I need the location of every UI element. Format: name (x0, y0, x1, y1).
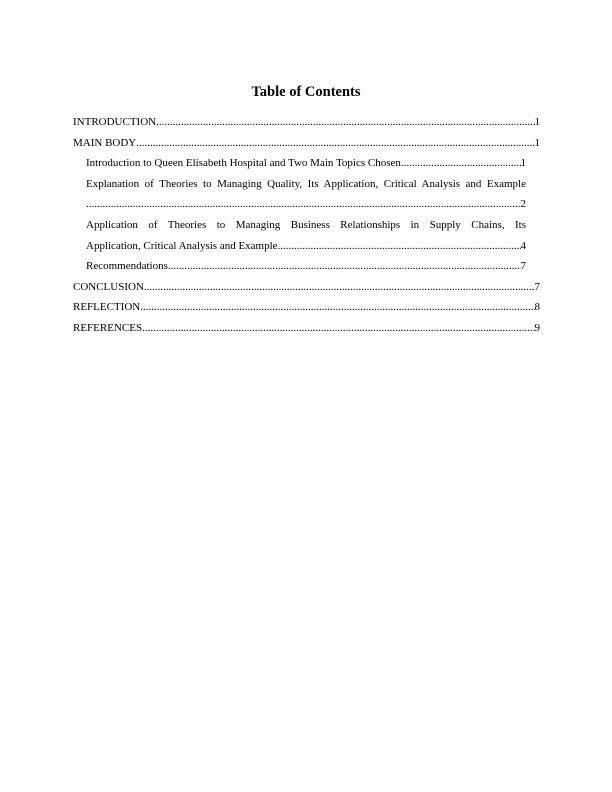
toc-leader-dots (278, 236, 521, 257)
table-of-contents (73, 112, 540, 339)
toc-entry-references[interactable] (73, 318, 540, 339)
toc-entry-conclusion[interactable] (73, 277, 540, 298)
toc-entry-managing-quality[interactable] (73, 174, 526, 215)
toc-entry-label: INTRODUCTION (73, 116, 157, 128)
toc-page-number: 7 (520, 260, 526, 273)
toc-leader-dots (401, 153, 521, 174)
toc-title: Table of Contents (251, 84, 361, 100)
toc-leader-dots (168, 256, 521, 277)
toc-page-number: 7 (534, 280, 540, 293)
toc-entry-label: Recommendations (86, 260, 168, 273)
toc-leader-dots (156, 112, 534, 133)
toc-page-number: 9 (534, 321, 540, 334)
toc-entry-introduction[interactable] (73, 112, 540, 133)
toc-entry-continuation (86, 194, 526, 215)
toc-page-number: 8 (534, 301, 540, 314)
toc-entry-label: Explanation of Theories to Managing Quality, Its Application, Critical Analysis and Example (86, 177, 526, 190)
toc-leader-dots (142, 318, 534, 339)
toc-leader-dots (86, 194, 521, 215)
toc-entry-reflection[interactable] (73, 297, 540, 318)
toc-entry-introduction-to-hospital[interactable] (73, 153, 526, 174)
toc-entry-label: REFLECTION (73, 301, 141, 314)
toc-entry-label: REFERENCES (73, 321, 143, 334)
toc-leader-dots (144, 277, 535, 298)
toc-entry-main-body[interactable] (73, 133, 540, 154)
toc-page-number: 2 (520, 198, 526, 211)
toc-entry-business-relationships[interactable] (73, 215, 526, 256)
toc-page-number: 4 (520, 239, 526, 252)
toc-entry-label: CONCLUSION (73, 280, 144, 293)
toc-leader-dots (136, 133, 534, 154)
toc-entry-continuation (86, 236, 526, 257)
toc-entry-label: Introduction to Queen Elisabeth Hospital and Two Main Topics Chosen (86, 157, 401, 170)
toc-leader-dots (140, 297, 534, 318)
toc-page-number: 1 (534, 136, 540, 149)
toc-page-number: 1 (520, 157, 526, 170)
toc-entry-recommendations[interactable] (73, 256, 526, 277)
toc-entry-label: MAIN BODY (73, 136, 137, 149)
toc-entry-label-continued: Application, Critical Analysis and Example (86, 239, 278, 252)
toc-entry-label: Application of Theories to Managing Business Relationships in Supply Chains, Its (86, 218, 526, 231)
toc-page-number: 1 (534, 116, 540, 128)
